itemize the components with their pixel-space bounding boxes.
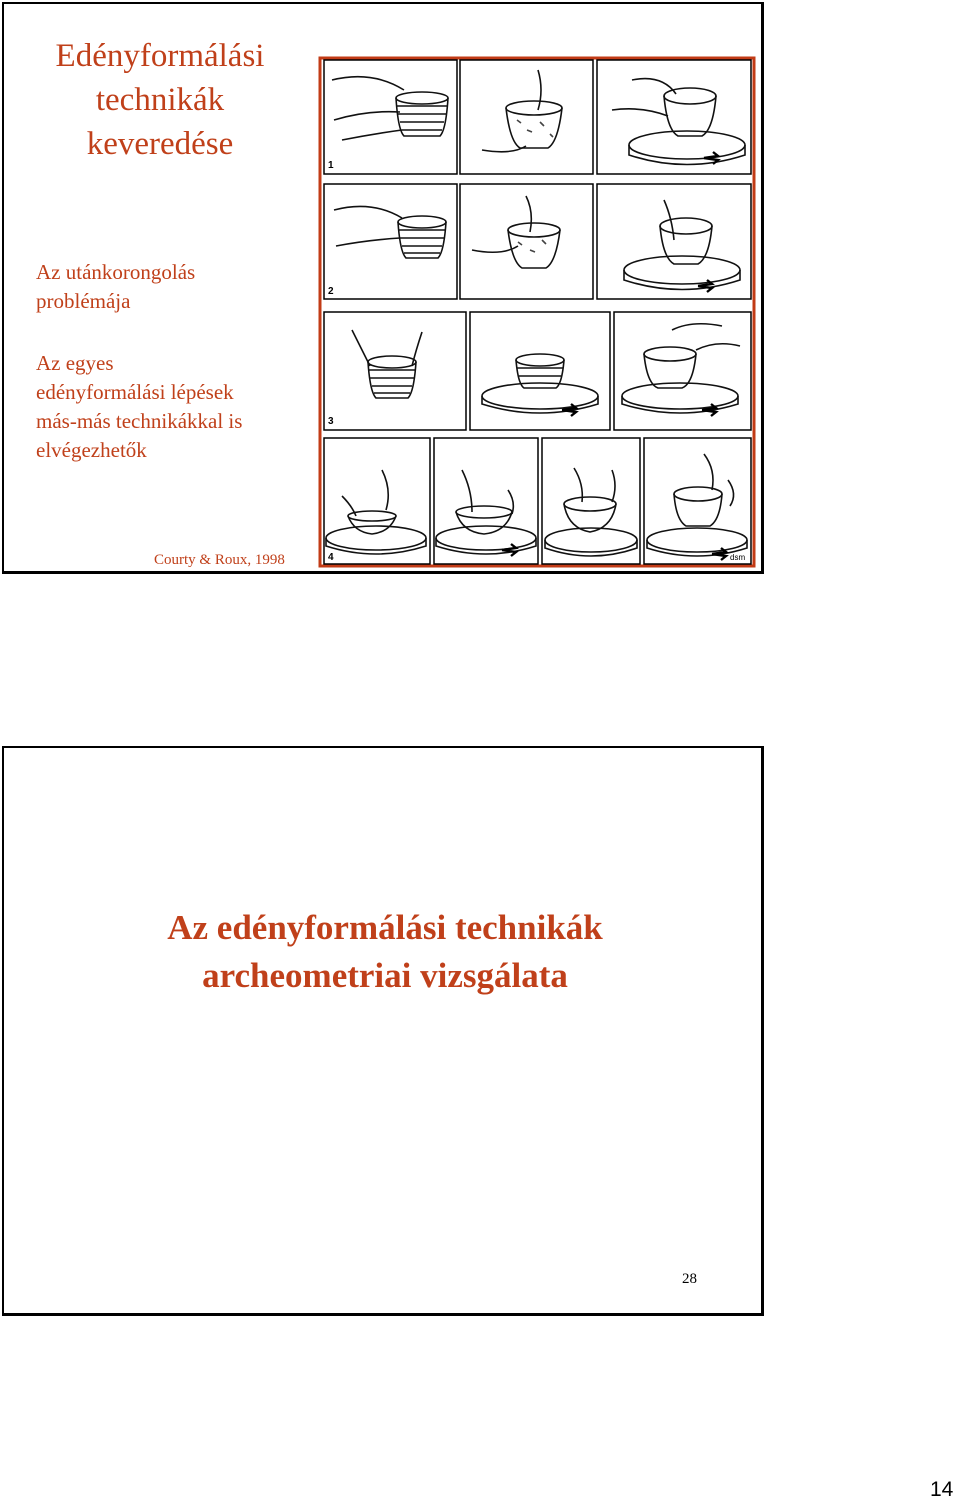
- pottery-figure-svg: [312, 50, 758, 570]
- page-number: 14: [930, 1478, 954, 1501]
- slide-2-title: [4, 904, 766, 1000]
- slide-number: 28: [682, 1271, 697, 1287]
- title-line: Edényformálási: [55, 38, 265, 74]
- title-line: technikák: [95, 82, 225, 118]
- paragraph-throwing-problem: [36, 258, 316, 316]
- panel-2-1: [324, 184, 457, 299]
- text-line: problémája: [36, 289, 131, 313]
- text-line: Az utánkorongolás: [36, 260, 196, 284]
- figure-row-1: [324, 60, 751, 174]
- text-line: más-más technikákkal is: [36, 409, 243, 433]
- text-line: edényformálási lépések: [36, 380, 234, 404]
- panel-1-3: [597, 60, 751, 174]
- pottery-forming-figure: [312, 50, 758, 570]
- artist-signature: dsm: [730, 553, 746, 562]
- row-label: 3: [328, 416, 334, 427]
- figure-row-2: [324, 184, 751, 299]
- row-label: 1: [328, 160, 334, 171]
- panel-2-2: [460, 184, 593, 299]
- row-label: 4: [328, 552, 334, 563]
- panel-2-3: [597, 184, 751, 299]
- panel-4-2: [434, 438, 538, 564]
- panel-4-3: [542, 438, 640, 564]
- text-line: elvégezhetők: [36, 438, 147, 462]
- slide-2: [2, 746, 764, 1316]
- title-line: Az edényformálási technikák: [167, 908, 603, 947]
- slide-1-title: [4, 34, 316, 166]
- slide-1: [2, 2, 764, 574]
- paragraph-forming-steps: [36, 349, 316, 465]
- figure-row-3: [324, 312, 751, 430]
- text-line: Az egyes: [36, 351, 114, 375]
- title-line: archeometriai vizsgálata: [202, 956, 568, 995]
- panel-1-2: [460, 60, 593, 174]
- panel-3-1: [324, 312, 466, 430]
- figure-row-4: [324, 438, 751, 564]
- title-line: keveredése: [86, 126, 234, 162]
- row-label: 2: [328, 286, 334, 297]
- figure-credit: Courty & Roux, 1998: [154, 552, 285, 568]
